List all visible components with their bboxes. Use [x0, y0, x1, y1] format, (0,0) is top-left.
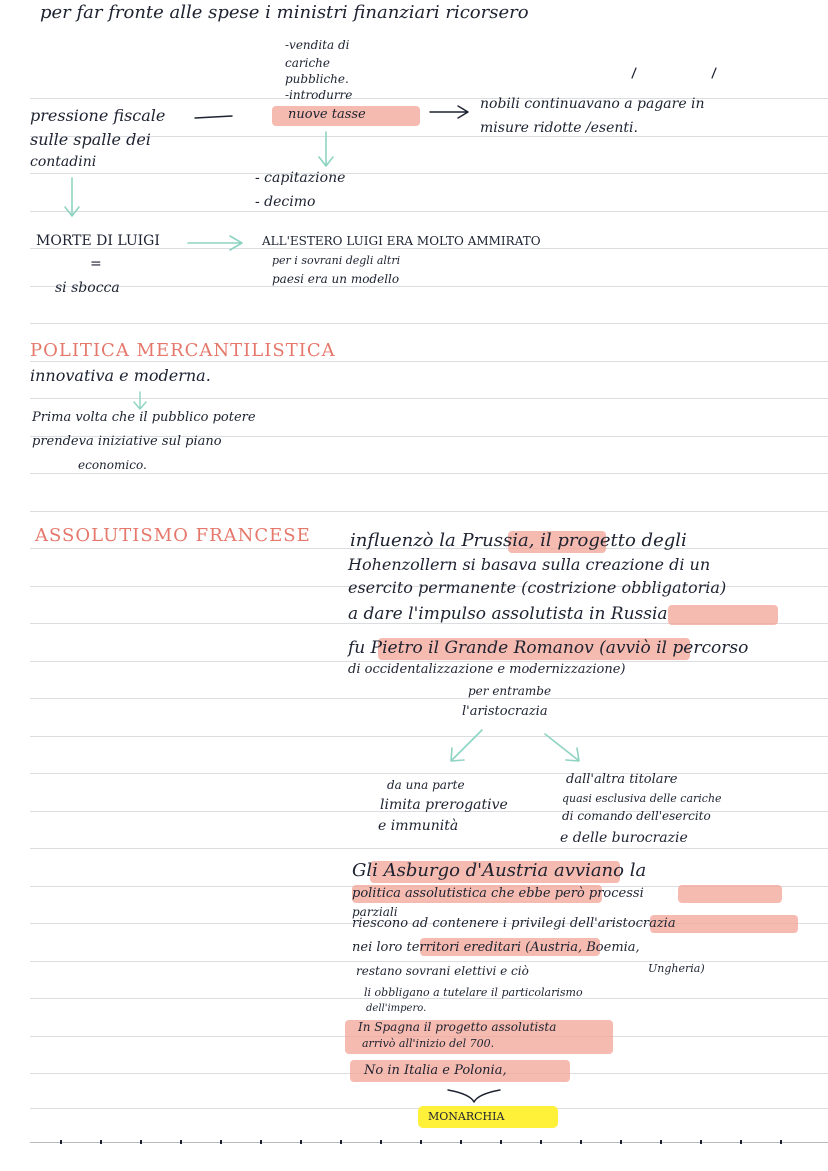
list-cariche: cariche [285, 56, 330, 70]
slash-mark-icon [712, 68, 716, 78]
decimo: - decimo [255, 194, 316, 210]
esercito-line: esercito permanente (costrizione obbligatoria) [348, 578, 727, 597]
ungheria-line: Ungheria) [648, 962, 705, 975]
innovativa-line: innovativa e moderna. [30, 366, 211, 385]
equals-sign: = [90, 256, 102, 272]
politica-heading: POLITICA MERCANTILISTICA [30, 340, 336, 361]
pietro-line: fu Pietro il Grande Romanov (avviò il percorso [348, 638, 749, 658]
dash-mark-icon [195, 116, 232, 118]
right-branch-2: quasi esclusiva delle cariche [562, 792, 722, 805]
brace-mark-icon [448, 1090, 500, 1102]
right-branch-1: dall'altra titolare [566, 772, 678, 787]
left-branch-3: e immunità [378, 818, 459, 834]
restano-line: restano sovrani elettivi e ciò [356, 964, 529, 978]
obbligano-line: li obbligano a tutelare il particolarismo [364, 986, 583, 999]
nobili-line: nobili continuavano a pagare in [480, 96, 705, 112]
monarchia-label: MONARCHIA [428, 1110, 505, 1123]
asburgo-line-2: politica assolutistica che ebbe però processi [352, 886, 644, 901]
misure-line: misure ridotte /esenti. [480, 120, 638, 136]
arrow-down-icon [134, 392, 146, 409]
arrow-right-icon [430, 106, 468, 118]
spagna-line-1: In Spagna il progetto assolutista [358, 1020, 557, 1034]
influenzo-line: influenzò la Prussia, il progetto degli [350, 530, 687, 551]
left-branch-1: da una parte [387, 778, 465, 792]
branch-right-arrow-icon [545, 734, 579, 761]
sovrani-line-1: per i sovrani degli altri [272, 254, 401, 267]
list-vendita: -vendita di [285, 38, 350, 52]
morte-di-luigi: MORTE DI LUIGI [36, 233, 160, 249]
italia-line: No in Italia e Polonia, [364, 1063, 507, 1078]
assolutismo-heading: ASSOLUTISMO FRANCESE [35, 525, 311, 546]
list-introdurre: -introdurre [285, 88, 353, 102]
pressione-line-2: sulle spalle dei [30, 130, 151, 149]
asburgo-line-3: parziali [352, 905, 398, 919]
prima-line-1: Prima volta che il pubblico potere [32, 410, 256, 425]
dare-line: a dare l'impulso assolutista in Russia [348, 604, 668, 624]
aristocrazia-line: l'aristocrazia [462, 704, 548, 719]
pressione-line-1: pressione fiscale [30, 106, 166, 125]
arrow-down-icon [65, 178, 79, 216]
right-branch-3: di comando dell'esercito [562, 809, 711, 823]
spagna-line-2: arrivò all'inizio del 700. [362, 1037, 495, 1050]
occidentalizzazione-line: di occidentalizzazione e modernizzazione) [348, 662, 626, 677]
intro-line: per far fronte alle spese i ministri finanziari ricorsero [40, 2, 529, 23]
right-branch-4: e delle burocrazie [560, 830, 688, 846]
branch-left-arrow-icon [451, 730, 482, 761]
prima-line-3: economico. [78, 458, 147, 472]
list-pubbliche: pubbliche. [285, 72, 349, 86]
sovrani-line-2: paesi era un modello [272, 272, 400, 286]
asburgo-line-1: Gli Asburgo d'Austria avviano la [352, 860, 647, 881]
nuove-tasse: nuove tasse [288, 107, 366, 122]
capitazione: - capitazione [255, 170, 346, 186]
left-branch-2: limita prerogative [380, 797, 508, 813]
riescono-line: riescono ad contenere i privilegi dell'aristocrazia [352, 916, 676, 931]
hohenzollern-line: Hohenzollern si basava sulla creazione di un [348, 555, 711, 574]
pressione-line-3: contadini [30, 154, 97, 170]
slash-mark-icon [632, 68, 636, 78]
impero-line: dell'impero. [366, 1003, 427, 1014]
arrow-down-icon [319, 132, 333, 166]
si-sbocca: si sbocca [55, 280, 120, 296]
entrambe-line: per entrambe [468, 684, 552, 698]
arrow-right-icon [188, 236, 242, 250]
territori-line: nei loro territori ereditari (Austria, Boemia, [352, 940, 640, 955]
prima-line-2: prendeva iniziative sul piano [32, 434, 222, 449]
estero-line: ALL'ESTERO LUIGI ERA MOLTO AMMIRATO [262, 234, 541, 248]
